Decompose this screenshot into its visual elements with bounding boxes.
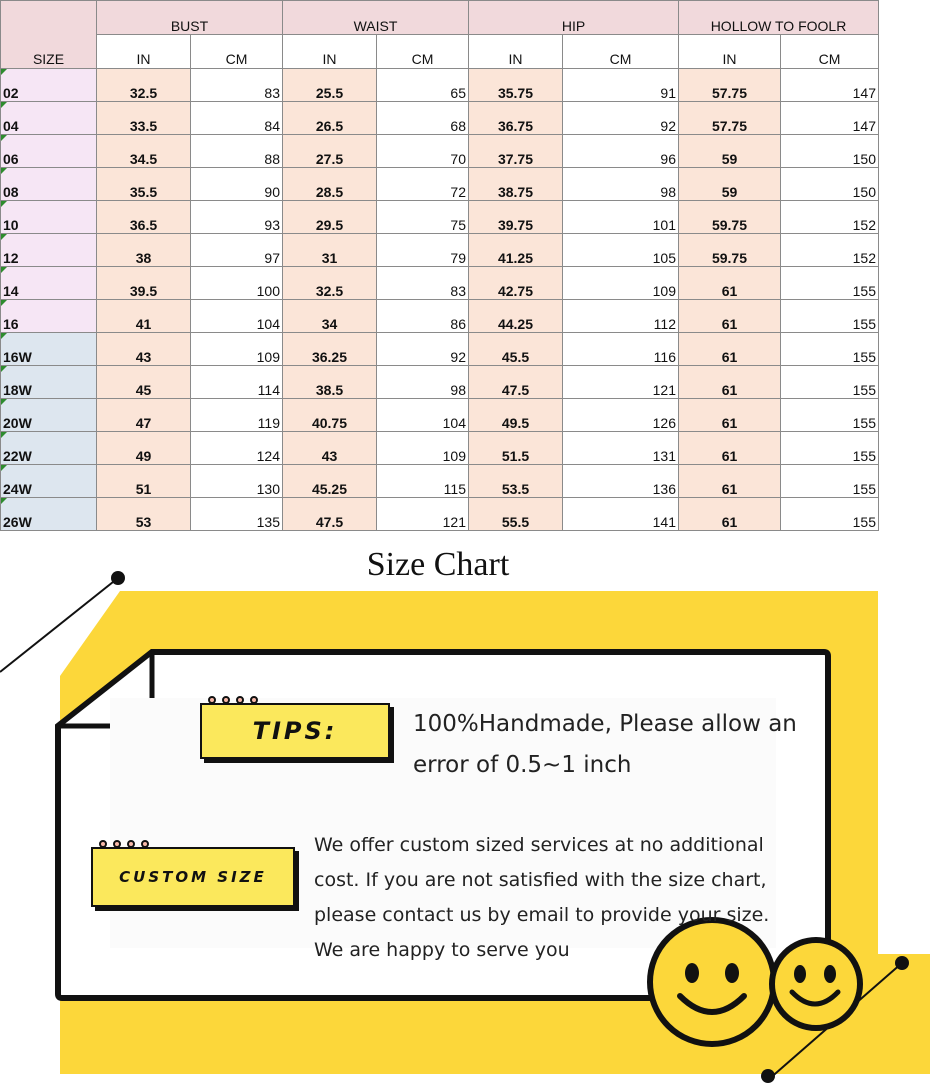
hip-cm-cell: 98 — [563, 168, 679, 201]
hip-in-cell: 36.75 — [469, 102, 563, 135]
waist-cm-cell: 109 — [377, 432, 469, 465]
size-label-cell: 18W — [1, 366, 97, 399]
size-label-cell: 06 — [1, 135, 97, 168]
hip-in-cell: 49.5 — [469, 399, 563, 432]
size-label-cell: 16W — [1, 333, 97, 366]
smiley-icon-small — [772, 940, 860, 1028]
table-row — [1, 201, 879, 234]
waist-cm-header: CM — [377, 35, 469, 69]
hip-cm-cell: 92 — [563, 102, 679, 135]
hip-in-cell: 51.5 — [469, 432, 563, 465]
size-label-cell: 12 — [1, 234, 97, 267]
tips-line-2: error of 0.5~1 inch — [413, 752, 632, 778]
waist-in-cell: 25.5 — [283, 69, 377, 102]
hip-cm-cell: 131 — [563, 432, 679, 465]
hip-in-cell: 42.75 — [469, 267, 563, 300]
waist-cm-cell: 121 — [377, 498, 469, 531]
bust-cm-cell: 114 — [191, 366, 283, 399]
tips-text — [413, 704, 813, 786]
htf-in-cell: 61 — [679, 267, 781, 300]
bust-in-cell: 33.5 — [97, 102, 191, 135]
decor-dot-right — [895, 956, 909, 970]
htf-in-cell: 59.75 — [679, 234, 781, 267]
decor-dot-top — [111, 571, 125, 585]
waist-cm-cell: 65 — [377, 69, 469, 102]
waist-in-cell: 45.25 — [283, 465, 377, 498]
waist-in-cell: 47.5 — [283, 498, 377, 531]
bust-cm-cell: 88 — [191, 135, 283, 168]
waist-cm-cell: 68 — [377, 102, 469, 135]
bust-cm-cell: 135 — [191, 498, 283, 531]
badge-dots-decoration — [208, 696, 258, 704]
htf-cm-header: CM — [781, 35, 879, 69]
waist-cm-cell: 115 — [377, 465, 469, 498]
htf-cm-cell: 155 — [781, 366, 879, 399]
hip-in-cell: 44.25 — [469, 300, 563, 333]
table-row — [1, 300, 879, 333]
custom-size-text — [314, 828, 784, 968]
size-label-cell: 22W — [1, 432, 97, 465]
bust-cm-cell: 109 — [191, 333, 283, 366]
hip-cm-cell: 105 — [563, 234, 679, 267]
size-label-cell: 02 — [1, 69, 97, 102]
bust-group-header: BUST — [97, 1, 283, 35]
htf-in-cell: 61 — [679, 366, 781, 399]
size-label-cell: 24W — [1, 465, 97, 498]
hip-cm-cell: 112 — [563, 300, 679, 333]
size-label-cell: 04 — [1, 102, 97, 135]
custom-line-2: cost. If you are not satisfied with the size chart, — [314, 869, 767, 891]
waist-cm-cell: 92 — [377, 333, 469, 366]
hip-in-cell: 38.75 — [469, 168, 563, 201]
table-row — [1, 69, 879, 102]
bust-in-cell: 49 — [97, 432, 191, 465]
waist-in-cell: 28.5 — [283, 168, 377, 201]
hip-in-cell: 35.75 — [469, 69, 563, 102]
htf-cm-cell: 155 — [781, 267, 879, 300]
bust-in-cell: 34.5 — [97, 135, 191, 168]
table-row — [1, 234, 879, 267]
hip-cm-cell: 136 — [563, 465, 679, 498]
waist-in-cell: 29.5 — [283, 201, 377, 234]
htf-in-cell: 59 — [679, 135, 781, 168]
bust-in-cell: 32.5 — [97, 69, 191, 102]
hip-in-cell: 45.5 — [469, 333, 563, 366]
htf-cm-cell: 155 — [781, 432, 879, 465]
decor-dot-bottom — [761, 1069, 775, 1083]
badge-dots-decoration — [99, 840, 149, 848]
htf-cm-cell: 150 — [781, 168, 879, 201]
hip-in-cell: 53.5 — [469, 465, 563, 498]
custom-size-badge-label: CUSTOM SIZE — [119, 868, 267, 886]
custom-size-badge — [91, 847, 295, 907]
hip-cm-cell: 101 — [563, 201, 679, 234]
htf-cm-cell: 147 — [781, 69, 879, 102]
htf-cm-cell: 155 — [781, 333, 879, 366]
bust-cm-cell: 130 — [191, 465, 283, 498]
hollow-to-floor-group-header: HOLLOW TO FOOLR — [679, 1, 879, 35]
hip-cm-cell: 91 — [563, 69, 679, 102]
bust-in-cell: 47 — [97, 399, 191, 432]
bust-in-cell: 53 — [97, 498, 191, 531]
htf-in-cell: 57.75 — [679, 102, 781, 135]
bust-in-cell: 39.5 — [97, 267, 191, 300]
table-row — [1, 333, 879, 366]
table-row — [1, 465, 879, 498]
size-label-cell: 14 — [1, 267, 97, 300]
size-label-cell: 16 — [1, 300, 97, 333]
bust-in-cell: 43 — [97, 333, 191, 366]
hip-in-cell: 39.75 — [469, 201, 563, 234]
size-label-cell: 10 — [1, 201, 97, 234]
table-row — [1, 432, 879, 465]
htf-cm-cell: 155 — [781, 465, 879, 498]
htf-in-cell: 61 — [679, 465, 781, 498]
bust-cm-cell: 97 — [191, 234, 283, 267]
size-label-cell: 08 — [1, 168, 97, 201]
custom-line-3: please contact us by email to provide your size. — [314, 904, 770, 926]
waist-group-header: WAIST — [283, 1, 469, 35]
hip-group-header: HIP — [469, 1, 679, 35]
tips-line-1: 100%Handmade, Please allow an — [413, 711, 797, 737]
bust-in-cell: 35.5 — [97, 168, 191, 201]
group-header-row — [1, 1, 879, 35]
htf-in-cell: 57.75 — [679, 69, 781, 102]
waist-in-cell: 27.5 — [283, 135, 377, 168]
bust-in-cell: 41 — [97, 300, 191, 333]
htf-cm-cell: 152 — [781, 234, 879, 267]
waist-in-cell: 32.5 — [283, 267, 377, 300]
size-column-header: SIZE — [1, 1, 97, 69]
waist-in-cell: 31 — [283, 234, 377, 267]
htf-cm-cell: 155 — [781, 300, 879, 333]
htf-cm-cell: 152 — [781, 201, 879, 234]
htf-in-cell: 61 — [679, 498, 781, 531]
bust-cm-cell: 93 — [191, 201, 283, 234]
htf-in-cell: 61 — [679, 432, 781, 465]
waist-cm-cell: 79 — [377, 234, 469, 267]
htf-in-cell: 61 — [679, 399, 781, 432]
bust-in-cell: 51 — [97, 465, 191, 498]
table-row — [1, 102, 879, 135]
bust-cm-cell: 104 — [191, 300, 283, 333]
waist-cm-cell: 75 — [377, 201, 469, 234]
hip-cm-cell: 116 — [563, 333, 679, 366]
waist-cm-cell: 98 — [377, 366, 469, 399]
hip-cm-cell: 121 — [563, 366, 679, 399]
page-title: Size Chart — [366, 546, 510, 583]
waist-cm-cell: 72 — [377, 168, 469, 201]
htf-cm-cell: 150 — [781, 135, 879, 168]
htf-in-cell: 61 — [679, 333, 781, 366]
bust-cm-cell: 100 — [191, 267, 283, 300]
waist-cm-cell: 83 — [377, 267, 469, 300]
bust-in-cell: 36.5 — [97, 201, 191, 234]
unit-header-row — [1, 35, 879, 69]
hip-cm-cell: 141 — [563, 498, 679, 531]
htf-in-header: IN — [679, 35, 781, 69]
tips-badge-label: TIPS: — [252, 717, 338, 745]
custom-line-4: We are happy to serve you — [314, 939, 570, 961]
bust-cm-cell: 90 — [191, 168, 283, 201]
tips-badge — [200, 703, 390, 759]
waist-in-cell: 40.75 — [283, 399, 377, 432]
bust-cm-cell: 124 — [191, 432, 283, 465]
htf-cm-cell: 155 — [781, 498, 879, 531]
table-row — [1, 135, 879, 168]
table-row — [1, 366, 879, 399]
hip-cm-cell: 96 — [563, 135, 679, 168]
hip-in-cell: 55.5 — [469, 498, 563, 531]
waist-in-cell: 43 — [283, 432, 377, 465]
htf-cm-cell: 147 — [781, 102, 879, 135]
hip-cm-cell: 126 — [563, 399, 679, 432]
bust-cm-cell: 119 — [191, 399, 283, 432]
table-row — [1, 267, 879, 300]
bust-cm-header: CM — [191, 35, 283, 69]
waist-cm-cell: 104 — [377, 399, 469, 432]
bust-cm-cell: 83 — [191, 69, 283, 102]
bust-in-cell: 38 — [97, 234, 191, 267]
waist-in-cell: 34 — [283, 300, 377, 333]
size-label-cell: 20W — [1, 399, 97, 432]
htf-in-cell: 61 — [679, 300, 781, 333]
size-label-cell: 26W — [1, 498, 97, 531]
table-row — [1, 498, 879, 531]
waist-in-cell: 36.25 — [283, 333, 377, 366]
size-chart-table — [0, 0, 879, 531]
bust-cm-cell: 84 — [191, 102, 283, 135]
waist-in-cell: 26.5 — [283, 102, 377, 135]
hip-in-header: IN — [469, 35, 563, 69]
htf-in-cell: 59 — [679, 168, 781, 201]
custom-line-1: We offer custom sized services at no additional — [314, 834, 764, 856]
hip-in-cell: 41.25 — [469, 234, 563, 267]
bust-in-cell: 45 — [97, 366, 191, 399]
hip-in-cell: 37.75 — [469, 135, 563, 168]
hip-cm-cell: 109 — [563, 267, 679, 300]
waist-in-header: IN — [283, 35, 377, 69]
hip-cm-header: CM — [563, 35, 679, 69]
table-row — [1, 168, 879, 201]
hip-in-cell: 47.5 — [469, 366, 563, 399]
waist-cm-cell: 70 — [377, 135, 469, 168]
waist-cm-cell: 86 — [377, 300, 469, 333]
htf-cm-cell: 155 — [781, 399, 879, 432]
bust-in-header: IN — [97, 35, 191, 69]
htf-in-cell: 59.75 — [679, 201, 781, 234]
tips-banner-illustration — [0, 560, 936, 1088]
waist-in-cell: 38.5 — [283, 366, 377, 399]
table-row — [1, 399, 879, 432]
